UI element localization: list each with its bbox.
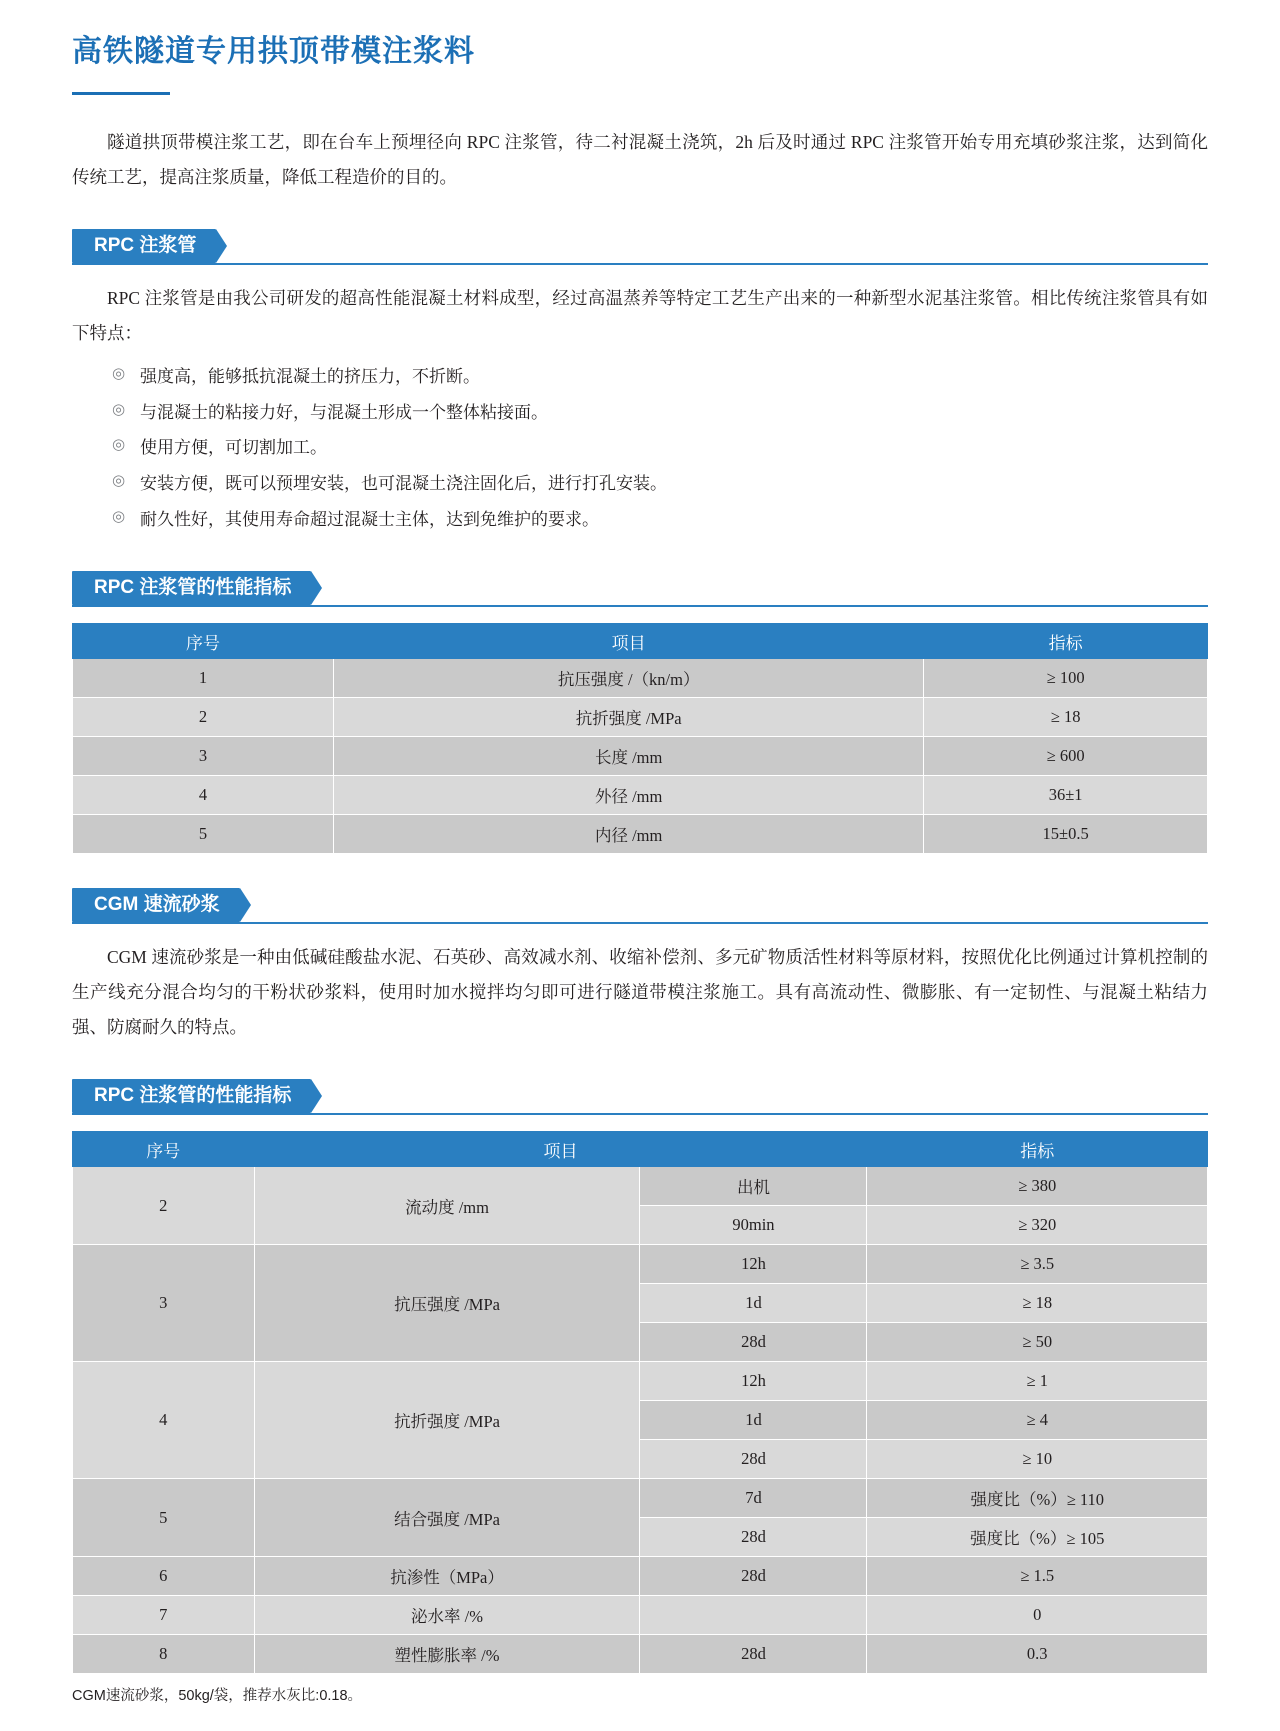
section-header-underline: [72, 922, 1208, 924]
list-item-label: 使用方便，可切割加工。: [140, 438, 327, 458]
bullet-circle-icon: ◎: [112, 437, 126, 454]
list-item-label: 与混凝士的粘接力好，与混凝土形成一个整体粘接面。: [140, 402, 548, 422]
cell-value: ≥ 50: [867, 1323, 1208, 1362]
list-item: [112, 502, 1208, 538]
column-header-item: 项目: [334, 624, 924, 659]
cell-age: 28d: [640, 1518, 867, 1557]
cell-value: ≥ 18: [867, 1284, 1208, 1323]
cell-item: 结合强度 /MPa: [254, 1479, 640, 1557]
table-row: [73, 659, 1208, 698]
section-header-underline: [72, 605, 1208, 607]
cell-value: ≥ 380: [867, 1167, 1208, 1206]
list-item-label: 强度高，能够抵抗混凝土的挤压力，不折断。: [140, 367, 480, 386]
table-row: [73, 1557, 1208, 1596]
cell-age: 28d: [640, 1323, 867, 1362]
column-header-no: 序号: [73, 1132, 255, 1167]
cell-no: 4: [73, 1362, 255, 1479]
cell-item: 抗折强度 /MPa: [334, 698, 924, 737]
cell-value: ≥ 1.5: [867, 1557, 1208, 1596]
cell-age: 12h: [640, 1362, 867, 1401]
cell-item: 流动度 /mm: [254, 1167, 640, 1245]
rpc-specs-table: [72, 623, 1208, 854]
section-header-underline: [72, 1113, 1208, 1115]
cgm-paragraph: CGM 速流砂浆是一种由低碱硅酸盐水泥、石英砂、高效减水剂、收缩补偿剂、多元矿物质活性材料等原材料，按照优化比例通过计算机控制的生产线充分混合均匀的干粉状砂浆料，使用时加水搅拌均匀即可进行隧道带模注浆施工。具有高流动性、微膨胀、有一定韧性、与混凝土粘结力强、防腐耐久的特点。: [72, 947, 1208, 1038]
table-row: [73, 1635, 1208, 1674]
list-item: [112, 466, 1208, 502]
cell-value: ≥ 1: [867, 1362, 1208, 1401]
section-header-cgm-label: CGM 速流砂浆: [72, 888, 240, 922]
column-header-value: 指标: [867, 1132, 1208, 1167]
cell-value: 强度比（%）≥ 110: [867, 1479, 1208, 1518]
table-row: [73, 1362, 1208, 1401]
cell-item: 抗压强度 /MPa: [254, 1245, 640, 1362]
section-header-rpc-specs-label: RPC 注浆管的性能指标: [72, 571, 311, 605]
section-header-cgm-specs-label: RPC 注浆管的性能指标: [72, 1079, 311, 1113]
column-header-value: 指标: [924, 624, 1208, 659]
table-row: [73, 776, 1208, 815]
cell-no: 3: [73, 1245, 255, 1362]
cell-age: 28d: [640, 1440, 867, 1479]
cell-no: 5: [73, 1479, 255, 1557]
cell-value: ≥ 320: [867, 1206, 1208, 1245]
cell-value: 15±0.5: [924, 815, 1208, 854]
table-header-row: [73, 1132, 1208, 1167]
cell-item: 抗渗性（MPa）: [254, 1557, 640, 1596]
cell-no: 7: [73, 1596, 255, 1635]
table-row: [73, 815, 1208, 854]
title-divider: [72, 92, 170, 95]
cell-age: [640, 1596, 867, 1635]
cell-value: ≥ 3.5: [867, 1245, 1208, 1284]
list-item-label: 耐久性好，其使用寿命超过混凝士主体，达到免维护的要求。: [140, 509, 599, 529]
list-item-label: 安装方便，既可以预埋安装，也可混凝土浇注固化后，进行打孔安装。: [140, 474, 667, 494]
cell-no: 8: [73, 1635, 255, 1674]
cell-value: ≥ 10: [867, 1440, 1208, 1479]
cell-age: 28d: [640, 1635, 867, 1674]
cell-age: 1d: [640, 1284, 867, 1323]
table-row: [73, 1479, 1208, 1518]
cell-age: 12h: [640, 1245, 867, 1284]
cell-item: 外径 /mm: [334, 776, 924, 815]
cell-age: 90min: [640, 1206, 867, 1245]
page-bottom-spacer: [0, 1705, 1280, 1731]
bullet-circle-icon: ◎: [112, 401, 126, 418]
cell-item: 内径 /mm: [334, 815, 924, 854]
cell-value: ≥ 4: [867, 1401, 1208, 1440]
page-title: 高铁隧道专用拱顶带模注浆料: [72, 35, 475, 68]
cell-no: 2: [73, 1167, 255, 1245]
cell-value: ≥ 18: [924, 698, 1208, 737]
bullet-circle-icon: ◎: [112, 366, 126, 382]
cell-age: 28d: [640, 1557, 867, 1596]
section-header-rpc-pipe: [72, 229, 1208, 265]
column-header-no: 序号: [73, 624, 334, 659]
footnote: CGM速流砂浆，50kg/袋，推荐水灰比:0.18。: [72, 1688, 363, 1705]
cell-item: 塑性膨胀率 /%: [254, 1635, 640, 1674]
table-header-row: [73, 624, 1208, 659]
cell-no: 3: [73, 737, 334, 776]
section-header-cgm: [72, 888, 1208, 924]
list-item: [112, 359, 1208, 395]
list-item: [112, 430, 1208, 466]
bullet-circle-icon: ◎: [112, 508, 126, 525]
cell-no: 4: [73, 776, 334, 815]
table-row: [73, 1596, 1208, 1635]
cell-value: ≥ 100: [924, 659, 1208, 698]
cell-value: 0.3: [867, 1635, 1208, 1674]
cell-value: 0: [867, 1596, 1208, 1635]
cgm-specs-table: [72, 1131, 1208, 1674]
rpc-paragraph: RPC 注浆管是由我公司研发的超高性能混凝土材料成型，经过高温蒸养等特定工艺生产出来的一种新型水泥基注浆管。相比传统注浆管具有如下特点：: [72, 288, 1208, 343]
table-row: [73, 737, 1208, 776]
cell-item: 长度 /mm: [334, 737, 924, 776]
section-header-cgm-specs: [72, 1079, 1208, 1115]
section-header-rpc-specs: [72, 571, 1208, 607]
column-header-item: 项目: [254, 1132, 867, 1167]
cell-no: 5: [73, 815, 334, 854]
cell-no: 6: [73, 1557, 255, 1596]
cell-item: 抗压强度 /（kn/m）: [334, 659, 924, 698]
cell-item: 抗折强度 /MPa: [254, 1362, 640, 1479]
table-row: [73, 1245, 1208, 1284]
cell-item: 泌水率 /%: [254, 1596, 640, 1635]
cell-value: 强度比（%）≥ 105: [867, 1518, 1208, 1557]
table-row: [73, 698, 1208, 737]
table-row: [73, 1167, 1208, 1206]
cell-age: 7d: [640, 1479, 867, 1518]
cell-age: 1d: [640, 1401, 867, 1440]
list-item: [112, 395, 1208, 431]
cell-value: ≥ 600: [924, 737, 1208, 776]
section-header-rpc-pipe-label: RPC 注浆管: [72, 229, 216, 263]
cell-no: 1: [73, 659, 334, 698]
cell-age: 出机: [640, 1167, 867, 1206]
intro-paragraph: 隧道拱顶带模注浆工艺，即在台车上预埋径向 RPC 注浆管，待二衬混凝土浇筑，2h 后及时通过 RPC 注浆管开始专用充填砂浆注浆，达到简化传统工艺，提高注浆质量，降低工程造价的目的。: [72, 132, 1208, 187]
cell-value: 36±1: [924, 776, 1208, 815]
cell-no: 2: [73, 698, 334, 737]
rpc-feature-list: [72, 359, 1208, 537]
section-header-underline: [72, 263, 1208, 265]
bullet-circle-icon: ◎: [112, 473, 126, 490]
